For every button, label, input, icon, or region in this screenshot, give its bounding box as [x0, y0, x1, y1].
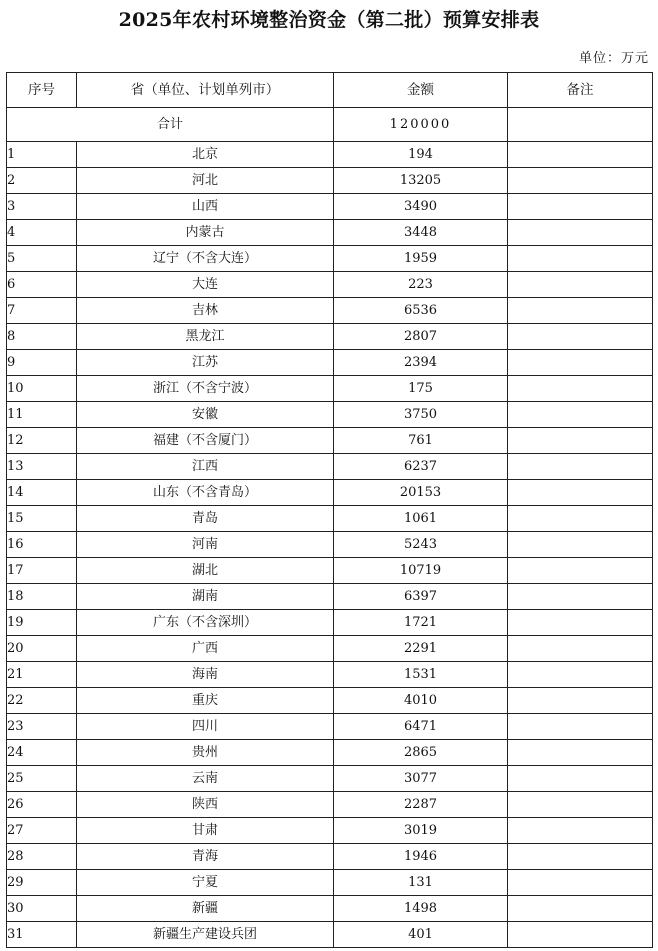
table-row — [7, 506, 653, 532]
row-seq: 13 — [7, 454, 77, 480]
row-amount: 131 — [334, 870, 508, 896]
row-seq: 23 — [7, 714, 77, 740]
row-seq: 27 — [7, 818, 77, 844]
row-province: 江西 — [77, 454, 334, 480]
table-row — [7, 480, 653, 506]
row-seq: 17 — [7, 558, 77, 584]
table-row — [7, 532, 653, 558]
total-remark — [508, 108, 653, 142]
row-province: 云南 — [77, 766, 334, 792]
table-row — [7, 896, 653, 922]
row-amount: 194 — [334, 142, 508, 168]
row-remark — [508, 922, 653, 948]
row-seq: 3 — [7, 194, 77, 220]
row-remark — [508, 714, 653, 740]
row-seq: 28 — [7, 844, 77, 870]
row-seq: 25 — [7, 766, 77, 792]
row-amount: 20153 — [334, 480, 508, 506]
table-row — [7, 402, 653, 428]
table-row — [7, 454, 653, 480]
row-remark — [508, 350, 653, 376]
row-province: 宁夏 — [77, 870, 334, 896]
row-remark — [508, 792, 653, 818]
row-province: 新疆 — [77, 896, 334, 922]
row-amount: 10719 — [334, 558, 508, 584]
row-province: 重庆 — [77, 688, 334, 714]
row-seq: 15 — [7, 506, 77, 532]
row-amount: 1721 — [334, 610, 508, 636]
row-seq: 1 — [7, 142, 77, 168]
row-amount: 2394 — [334, 350, 508, 376]
row-seq: 9 — [7, 350, 77, 376]
row-remark — [508, 142, 653, 168]
row-seq: 29 — [7, 870, 77, 896]
table-row — [7, 142, 653, 168]
row-province: 广西 — [77, 636, 334, 662]
row-remark — [508, 454, 653, 480]
row-province: 安徽 — [77, 402, 334, 428]
row-province: 湖南 — [77, 584, 334, 610]
table-row — [7, 246, 653, 272]
row-amount: 3448 — [334, 220, 508, 246]
row-province: 河南 — [77, 532, 334, 558]
row-seq: 2 — [7, 168, 77, 194]
row-seq: 31 — [7, 922, 77, 948]
header-seq: 序号 — [7, 73, 77, 108]
row-remark — [508, 558, 653, 584]
row-province: 山西 — [77, 194, 334, 220]
row-remark — [508, 740, 653, 766]
row-province: 甘肃 — [77, 818, 334, 844]
table-row — [7, 428, 653, 454]
row-province: 大连 — [77, 272, 334, 298]
row-seq: 24 — [7, 740, 77, 766]
row-remark — [508, 870, 653, 896]
row-seq: 7 — [7, 298, 77, 324]
row-amount: 1061 — [334, 506, 508, 532]
table-row — [7, 844, 653, 870]
row-seq: 4 — [7, 220, 77, 246]
table-row — [7, 714, 653, 740]
row-amount: 6237 — [334, 454, 508, 480]
row-remark — [508, 610, 653, 636]
row-seq: 21 — [7, 662, 77, 688]
row-remark — [508, 168, 653, 194]
row-amount: 2291 — [334, 636, 508, 662]
table-row — [7, 792, 653, 818]
row-seq: 11 — [7, 402, 77, 428]
row-remark — [508, 532, 653, 558]
header-province: 省（单位、计划单列市） — [77, 73, 334, 108]
table-row — [7, 324, 653, 350]
header-remark: 备注 — [508, 73, 653, 108]
row-seq: 6 — [7, 272, 77, 298]
row-province: 广东（不含深圳） — [77, 610, 334, 636]
row-province: 江苏 — [77, 350, 334, 376]
row-remark — [508, 480, 653, 506]
row-amount: 3077 — [334, 766, 508, 792]
row-remark — [508, 766, 653, 792]
row-remark — [508, 194, 653, 220]
row-remark — [508, 402, 653, 428]
row-remark — [508, 272, 653, 298]
row-amount: 401 — [334, 922, 508, 948]
table-row — [7, 870, 653, 896]
row-amount: 3019 — [334, 818, 508, 844]
row-province: 黑龙江 — [77, 324, 334, 350]
row-seq: 22 — [7, 688, 77, 714]
table-row — [7, 376, 653, 402]
row-remark — [508, 246, 653, 272]
row-remark — [508, 584, 653, 610]
row-amount: 1959 — [334, 246, 508, 272]
row-seq: 30 — [7, 896, 77, 922]
unit-note: 单位：万元 — [578, 51, 649, 66]
table-row — [7, 194, 653, 220]
total-row — [7, 108, 653, 142]
row-amount: 5243 — [334, 532, 508, 558]
table-row — [7, 272, 653, 298]
row-amount: 761 — [334, 428, 508, 454]
row-amount: 6471 — [334, 714, 508, 740]
row-remark — [508, 428, 653, 454]
row-amount: 2287 — [334, 792, 508, 818]
row-remark — [508, 662, 653, 688]
table-row — [7, 636, 653, 662]
row-province: 四川 — [77, 714, 334, 740]
row-remark — [508, 636, 653, 662]
header-amount: 金额 — [334, 73, 508, 108]
row-province: 北京 — [77, 142, 334, 168]
row-province: 陕西 — [77, 792, 334, 818]
budget-table — [6, 72, 653, 948]
row-amount: 2865 — [334, 740, 508, 766]
table-row — [7, 298, 653, 324]
row-seq: 16 — [7, 532, 77, 558]
row-province: 青海 — [77, 844, 334, 870]
row-amount: 223 — [334, 272, 508, 298]
row-seq: 8 — [7, 324, 77, 350]
row-seq: 26 — [7, 792, 77, 818]
row-remark — [508, 298, 653, 324]
row-seq: 10 — [7, 376, 77, 402]
row-amount: 3750 — [334, 402, 508, 428]
table-row — [7, 168, 653, 194]
table-row — [7, 688, 653, 714]
row-seq: 19 — [7, 610, 77, 636]
row-remark — [508, 896, 653, 922]
table-row — [7, 922, 653, 948]
row-amount: 6397 — [334, 584, 508, 610]
row-province: 浙江（不含宁波） — [77, 376, 334, 402]
row-seq: 14 — [7, 480, 77, 506]
row-province: 湖北 — [77, 558, 334, 584]
table-row — [7, 766, 653, 792]
row-remark — [508, 844, 653, 870]
row-amount: 3490 — [334, 194, 508, 220]
row-remark — [508, 688, 653, 714]
total-amount: 120000 — [334, 108, 508, 142]
row-amount: 175 — [334, 376, 508, 402]
row-province: 辽宁（不含大连） — [77, 246, 334, 272]
row-province: 福建（不含厦门） — [77, 428, 334, 454]
row-remark — [508, 220, 653, 246]
row-amount: 2807 — [334, 324, 508, 350]
row-seq: 12 — [7, 428, 77, 454]
row-amount: 6536 — [334, 298, 508, 324]
row-province: 吉林 — [77, 298, 334, 324]
row-amount: 1498 — [334, 896, 508, 922]
row-amount: 1531 — [334, 662, 508, 688]
total-label: 合计 — [7, 108, 334, 142]
row-province: 内蒙古 — [77, 220, 334, 246]
row-province: 贵州 — [77, 740, 334, 766]
row-province: 海南 — [77, 662, 334, 688]
row-remark — [508, 324, 653, 350]
table-row — [7, 558, 653, 584]
table-header-row — [7, 73, 653, 108]
table-row — [7, 584, 653, 610]
document-title: 2025年农村环境整治资金（第二批）预算安排表 — [118, 9, 540, 31]
row-amount: 1946 — [334, 844, 508, 870]
row-amount: 13205 — [334, 168, 508, 194]
row-remark — [508, 818, 653, 844]
row-remark — [508, 376, 653, 402]
row-province: 新疆生产建设兵团 — [77, 922, 334, 948]
row-province: 河北 — [77, 168, 334, 194]
row-seq: 18 — [7, 584, 77, 610]
table-row — [7, 662, 653, 688]
row-seq: 20 — [7, 636, 77, 662]
row-remark — [508, 506, 653, 532]
table-row — [7, 610, 653, 636]
row-seq: 5 — [7, 246, 77, 272]
table-row — [7, 350, 653, 376]
row-amount: 4010 — [334, 688, 508, 714]
table-row — [7, 220, 653, 246]
table-row — [7, 740, 653, 766]
row-province: 青岛 — [77, 506, 334, 532]
table-row — [7, 818, 653, 844]
row-province: 山东（不含青岛） — [77, 480, 334, 506]
